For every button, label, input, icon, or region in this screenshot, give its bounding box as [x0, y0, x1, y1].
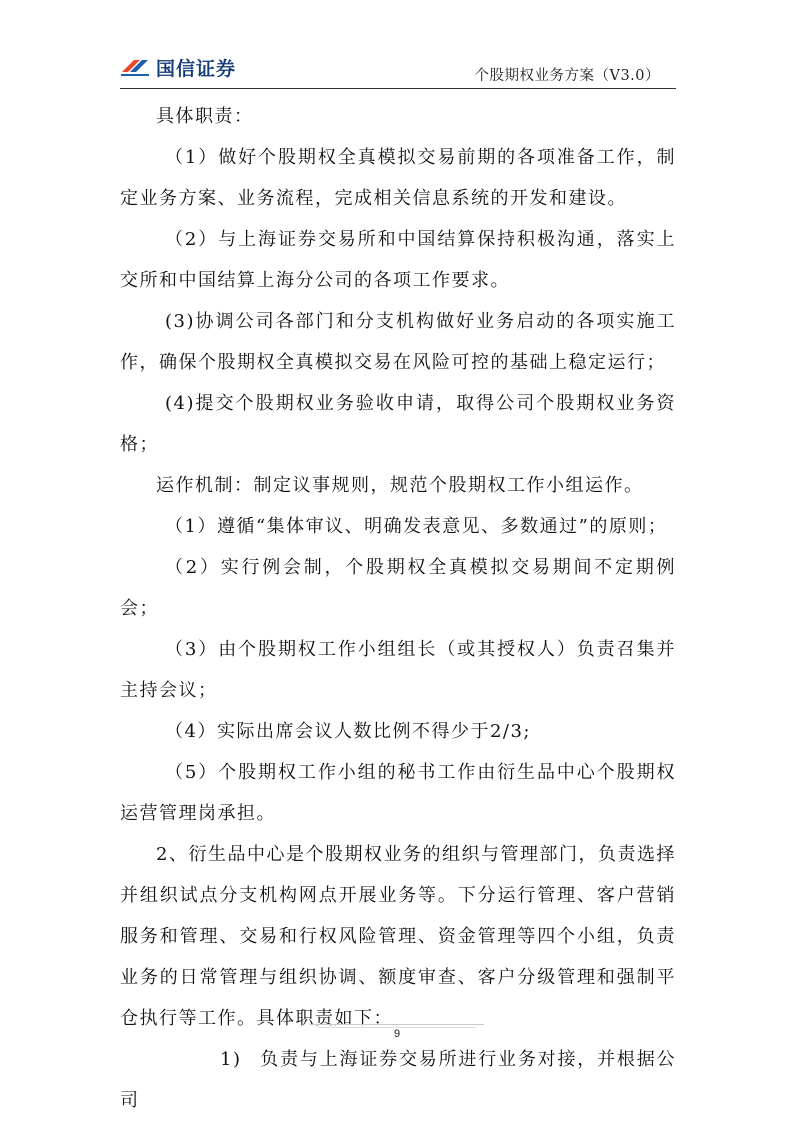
- list-item: [120, 1039, 676, 1121]
- paragraph-mechanism-heading: 运作机制：制定议事规则，规范个股期权工作小组运作。: [156, 475, 644, 496]
- logo-mark-icon: [120, 56, 150, 78]
- paragraph: （3）由个股期权工作小组组长（或其授权人）负责召集并主持会议；: [120, 639, 676, 701]
- page-number: 9: [393, 1028, 401, 1040]
- document-body: [120, 96, 676, 1121]
- paragraph: (4)提交个股期权业务验收申请，取得公司个股期权业务资格；: [120, 393, 676, 455]
- company-logo: [120, 54, 236, 80]
- document-title: 个股期权业务方案（V3.0）: [474, 68, 660, 84]
- list-item-text: 负责与上海证券交易所进行业务对接，并根据公司: [120, 1049, 676, 1111]
- page-header: [120, 48, 676, 89]
- paragraph: (3)协调公司各部门和分支机构做好业务启动的各项实施工作，确保个股期权全真模拟交易在风险可控的基础上稳定运行；: [120, 311, 676, 373]
- paragraph: （5）个股期权工作小组的秘书工作由衍生品中心个股期权运营管理岗承担。: [120, 762, 676, 824]
- paragraph-duties-heading: 具体职责：: [156, 106, 254, 127]
- paragraph: （2）与上海证券交易所和中国结算保持积极沟通，落实上交所和中国结算上海分公司的各项工作要求。: [120, 229, 676, 291]
- paragraph-section-2: 2、衍生品中心是个股期权业务的组织与管理部门，负责选择并组织试点分支机构网点开展业务等。下分运行管理、客户营销服务和管理、交易和行权风险管理、资金管理等四个小组，负责业务的日常管理与组织协调、额度审查、客户分级管理和强制平仓执行等工作。具体职责如下：: [120, 844, 676, 1029]
- paragraph: （2）实行例会制，个股期权全真模拟交易期间不定期例会；: [120, 557, 676, 619]
- logo-text: 国信证券: [156, 57, 237, 80]
- paragraph: （4）实际出席会议人数比例不得少于2/3;: [165, 721, 531, 742]
- paragraph: （1）做好个股期权全真模拟交易前期的各项准备工作，制定业务方案、业务流程，完成相关信息系统的开发和建设。: [120, 147, 676, 209]
- list-item-number: 1): [220, 1049, 242, 1070]
- paragraph: （1）遵循“集体审议、明确发表意见、多数通过”的原则；: [165, 516, 668, 537]
